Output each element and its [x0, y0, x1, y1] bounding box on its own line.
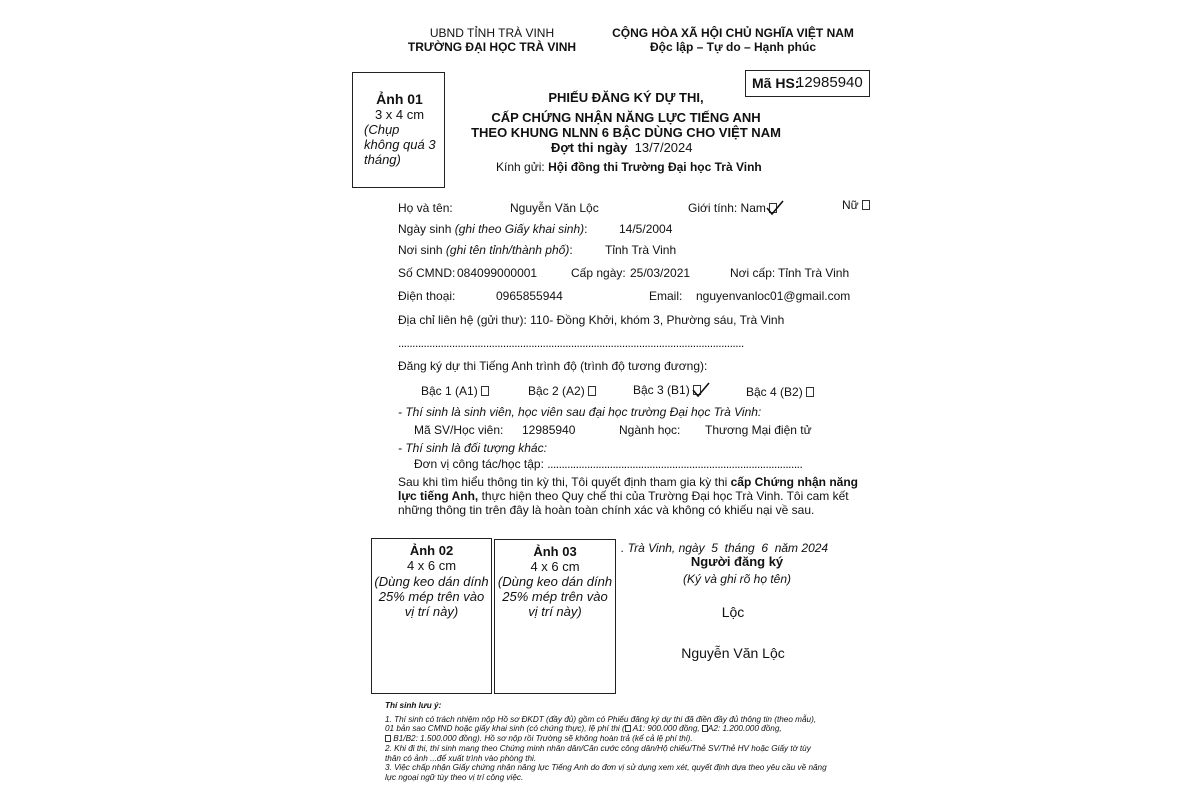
photo-01-note: (Chụp [364, 122, 400, 137]
photo-03-note: 25% mép trên vào [502, 589, 608, 604]
phone-value: 0965855944 [496, 289, 563, 303]
dob-colon: : [584, 222, 588, 236]
level-option-4 [746, 385, 814, 399]
exam-date-label: Đợt thi ngày [551, 140, 628, 155]
country-name: CỘNG HÒA XÃ HỘI CHỦ NGHĨA VIỆT NAM [612, 26, 854, 40]
note-text: 01 bản sao CMND hoặc giấy khai sinh (có chứng thực), lệ phí thi ( [385, 724, 625, 734]
note-line [385, 734, 827, 744]
date-prefix: . Trà Vinh, ngày [621, 541, 705, 555]
exam-date-line [551, 140, 693, 155]
declaration-bold: cấp Chứng nhận năng [730, 475, 858, 489]
agency-name: UBND TỈNH TRÀ VINH [429, 26, 555, 40]
email-value: nguyenvanloc01@gmail.com [696, 289, 851, 303]
gender-label [688, 201, 777, 215]
note-line [385, 724, 827, 734]
level-option-3 [633, 383, 701, 397]
notes-section [385, 701, 827, 783]
address-label: Địa chỉ liên hệ (gửi thư): [398, 313, 527, 327]
photo-01-note: tháng) [364, 152, 401, 167]
name-value: Nguyễn Văn Lộc [510, 201, 599, 215]
date-year-label: năm [774, 541, 799, 555]
issue-place-value: Tỉnh Trà Vinh [778, 266, 850, 280]
photo-03-box [494, 539, 616, 694]
photo-03-size: 4 x 6 cm [530, 559, 580, 574]
signer-title: Người đăng ký [690, 554, 784, 569]
sv-code-value: 12985940 [522, 423, 576, 437]
name-label: Họ và tên: [398, 201, 453, 215]
declaration-text: Sau khi tìm hiểu thông tin kỳ thi, Tôi quyết định tham gia kỳ thi [398, 475, 731, 489]
note-line: 2. Khi đi thi, thí sinh mang theo Chứng minh nhân dân/Căn cước công dân/Hộ chiếu/Thẻ SV/Thẻ HV hoặc Giấy tờ tùy [385, 743, 811, 753]
date-day: 5 [711, 541, 718, 555]
pob-note: (ghi tên tỉnh/thành phố) [445, 243, 570, 257]
level-label: Bậc 3 (B1) [633, 383, 690, 397]
photo-02-note: (Dùng keo dán dính [374, 574, 489, 589]
form-title: THEO KHUNG NLNN 6 BẬC DÙNG CHO VIỆT NAM [471, 125, 781, 140]
address-line [398, 313, 784, 327]
sv-code-label: Mã SV/Học viên: [414, 423, 504, 437]
recipient-label: Kính gửi: [496, 160, 545, 174]
exam-date: 13/7/2024 [634, 140, 693, 155]
declaration-text: thực hiện theo Quy chế thi của Trường Đại học Trà Vinh. Tôi cam kết [478, 489, 849, 503]
level-1-checkbox[interactable] [481, 386, 489, 396]
signer-note: (Ký và ghi rõ họ tên) [682, 572, 792, 586]
recipient: Hội đồng thi Trường Đại học Trà Vinh [548, 160, 762, 174]
declaration-line [398, 489, 849, 503]
id-label: Số CMND: [398, 266, 456, 280]
pob-label: Nơi sinh [398, 243, 443, 257]
date-year: 2024 [801, 541, 829, 555]
photo-01-note: không quá 3 [364, 137, 436, 152]
declaration-bold: lực tiếng Anh, [398, 489, 479, 503]
university-name: TRƯỜNG ĐẠI HỌC TRÀ VINH [407, 40, 577, 54]
workplace-dots: .......................................................................................... [547, 457, 803, 471]
issue-date-value: 25/03/2021 [630, 266, 691, 280]
date-month-label: tháng [724, 541, 755, 555]
level-3-check-mark [692, 381, 710, 399]
email-label: Email: [649, 289, 683, 303]
student-heading: - Thí sinh là sinh viên, học viên sau đại học trường Đại học Trà Vinh: [398, 405, 762, 419]
note-text: A1: 900.000 đồng, [630, 724, 702, 734]
declaration-line [398, 475, 858, 489]
note-line: lực ngoại ngữ tùy theo vị trí công việc. [385, 772, 524, 782]
photo-03-title: Ảnh 03 [533, 544, 577, 559]
other-heading: - Thí sinh là đối tượng khác: [398, 441, 547, 455]
date-month: 6 [761, 541, 769, 555]
form-title: CẤP CHỨNG NHẬN NĂNG LỰC TIẾNG ANH [491, 110, 761, 125]
student-code-value: 12985940 [796, 74, 863, 91]
level-option-1 [421, 384, 489, 398]
pob-value: Tỉnh Trà Vinh [605, 243, 677, 257]
photo-03-note: vị trí này) [528, 604, 582, 619]
note-line: 3. Việc chấp nhận Giấy chứng nhận năng lực Tiếng Anh do đơn vị sử dụng xem xét, quyết định dựa theo yêu cầu về năng [385, 763, 827, 773]
recipient-line [496, 160, 762, 174]
gender-female-option [842, 198, 870, 212]
workplace-label: Đơn vị công tác/học tập: [414, 457, 544, 471]
photo-03-note: (Dùng keo dán dính [497, 574, 613, 589]
place-date-line [621, 541, 828, 555]
gender-female-label: Nữ [842, 198, 859, 212]
signer-full-name: Nguyễn Văn Lộc [681, 645, 785, 661]
photo-02-size: 4 x 6 cm [406, 558, 457, 573]
note-line: 1. Thí sinh có trách nhiệm nộp Hồ sơ ĐKDT (đầy đủ) gồm có Phiếu đăng ký dự thi đã điền đầy đủ thông tin (theo mẫu), [385, 714, 817, 724]
level-label: Bậc 1 (A1) [421, 384, 478, 398]
photo-02-title: Ảnh 02 [409, 543, 454, 558]
photo-01-title: Ảnh 01 [376, 91, 423, 107]
workplace-line [414, 457, 802, 471]
level-label: Bậc 2 (A2) [528, 384, 585, 398]
pob-colon: : [569, 243, 573, 257]
level-option-2 [528, 384, 596, 398]
level-label: Bậc 4 (B2) [746, 385, 803, 399]
dob-value: 14/5/2004 [619, 222, 673, 236]
address-value: 110- Đồng Khởi, khóm 3, Phường sáu, Trà Vinh [530, 313, 785, 327]
major-label: Ngành học: [619, 423, 681, 437]
photo-01-size: 3 x 4 cm [374, 107, 425, 122]
gender-female-checkbox[interactable] [862, 200, 870, 210]
note-line: thân có ảnh ...để xuất trình vào phòng thi. [385, 753, 537, 763]
photo-01-box [352, 72, 445, 188]
national-motto: Độc lập – Tự do – Hạnh phúc [649, 40, 817, 54]
signature-mark: Lộc [721, 604, 745, 620]
note-text: A2: 1.200.000 đồng, [707, 724, 782, 734]
major-value: Thương Mại điện tử [705, 423, 812, 437]
issue-place-label: Nơi cấp: [730, 266, 776, 280]
photo-02-note: vị trí này) [404, 604, 459, 619]
dob-label: Ngày sinh [398, 222, 452, 236]
pob-line [398, 243, 573, 257]
id-value: 084099000001 [457, 266, 538, 280]
level-4-checkbox[interactable] [806, 387, 814, 397]
form-title: PHIẾU ĐĂNG KÝ DỰ THI, [548, 90, 704, 105]
dob-line [398, 222, 587, 236]
student-code-label: Mã HS: [752, 75, 800, 91]
photo-02-note: 25% mép trên vào [378, 589, 485, 604]
declaration-line: những thông tin trên đây là hoàn toàn chính xác và không có khiếu nại về sau. [398, 503, 815, 517]
notes-heading: Thí sinh lưu ý: [385, 701, 442, 710]
note-text: B1/B2: 1.500.000 đồng). Hồ sơ nộp rồi Trường sẽ không hoàn trả (kể cả lệ phí thi). [391, 734, 693, 744]
photo-02-box [371, 538, 492, 694]
gender-male-check-mark [766, 199, 784, 217]
issue-date-label: Cấp ngày: [571, 266, 626, 280]
phone-label: Điện thoại: [398, 289, 456, 303]
gender-male-label: Giới tính: Nam [688, 201, 766, 215]
level-question: Đăng ký dự thi Tiếng Anh trình độ (trình độ tương đương): [398, 359, 708, 373]
level-2-checkbox[interactable] [588, 386, 596, 396]
address-dots: .......................................................................................................................... [398, 336, 744, 350]
dob-note: (ghi theo Giấy khai sinh) [454, 222, 585, 236]
